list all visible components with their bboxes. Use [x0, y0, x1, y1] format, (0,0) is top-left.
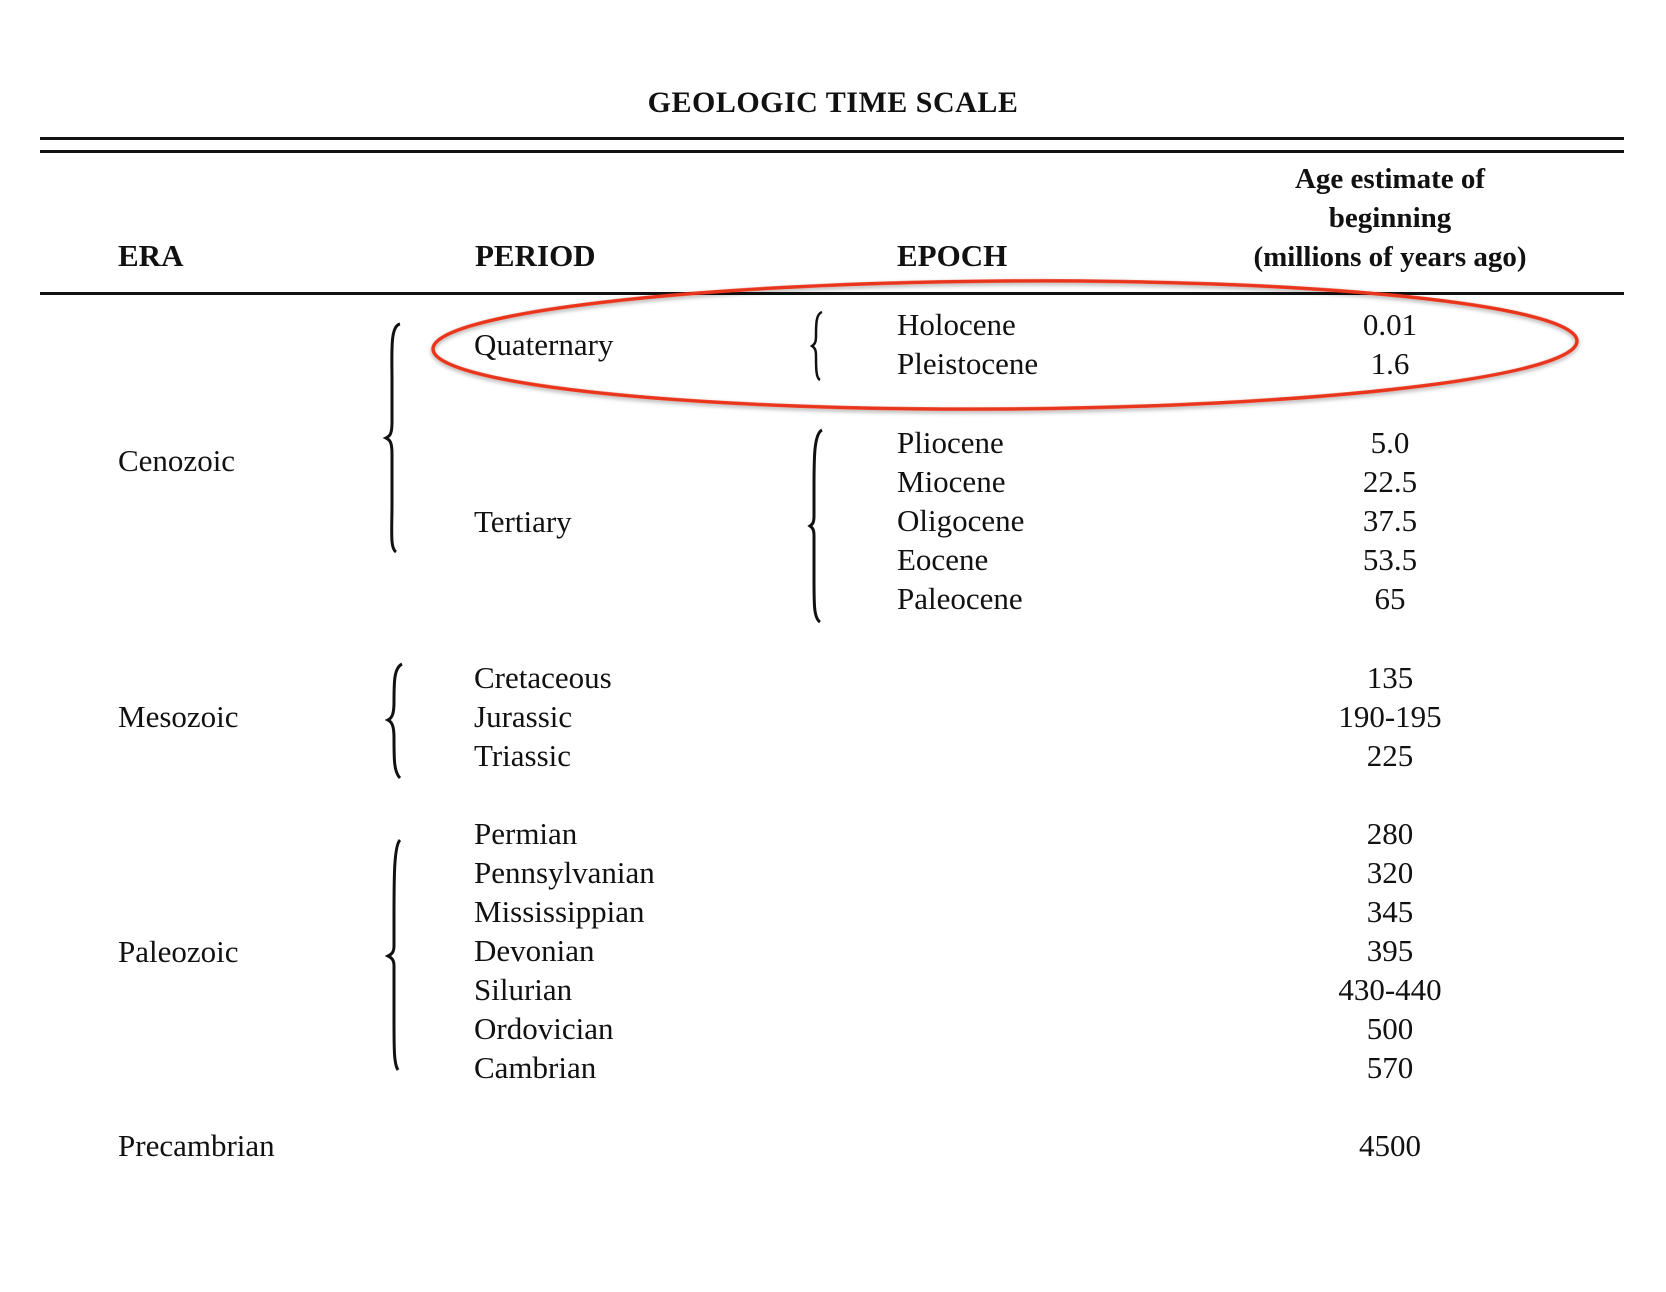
age-devonian: 395: [1366, 933, 1414, 968]
age-oligocene: 37.5: [1362, 503, 1418, 538]
age-miocene: 22.5: [1362, 464, 1418, 499]
header-age-line2: beginning: [1328, 202, 1452, 234]
era-cenozoic: Cenozoic: [118, 443, 236, 478]
age-cretaceous: 135: [1366, 660, 1414, 695]
epoch-pleistocene: Pleistocene: [897, 346, 1039, 381]
age-holocene: 0.01: [1362, 307, 1418, 342]
age-permian: 280: [1366, 816, 1414, 851]
age-silurian: 430-440: [1338, 972, 1442, 1007]
epoch-oligocene: Oligocene: [897, 503, 1025, 538]
age-pleistocene: 1.6: [1370, 346, 1410, 381]
age-mississippian: 345: [1366, 894, 1414, 929]
age-precambrian: 4500: [1359, 1128, 1421, 1163]
table-title: GEOLOGIC TIME SCALE: [647, 86, 1019, 119]
epoch-pliocene: Pliocene: [897, 425, 1004, 460]
period-cretaceous: Cretaceous: [474, 660, 612, 695]
era-precambrian: Precambrian: [118, 1128, 275, 1163]
period-cambrian: Cambrian: [474, 1050, 597, 1085]
age-eocene: 53.5: [1362, 542, 1418, 577]
period-ordovician: Ordovician: [474, 1011, 614, 1046]
age-ordovician: 500: [1366, 1011, 1414, 1046]
epoch-paleocene: Paleocene: [897, 581, 1023, 616]
age-jurassic: 190-195: [1338, 699, 1442, 734]
period-jurassic: Jurassic: [474, 699, 573, 734]
header-age-line1: Age estimate of: [1294, 163, 1486, 195]
epoch-holocene: Holocene: [897, 307, 1016, 342]
age-pliocene: 5.0: [1370, 425, 1410, 460]
age-cambrian: 570: [1366, 1050, 1414, 1085]
period-devonian: Devonian: [474, 933, 595, 968]
header-era: ERA: [118, 238, 184, 273]
period-triassic: Triassic: [474, 738, 572, 773]
period-pennsylvanian: Pennsylvanian: [474, 855, 655, 890]
age-paleocene: 65: [1374, 581, 1406, 616]
epoch-miocene: Miocene: [897, 464, 1006, 499]
age-triassic: 225: [1366, 738, 1414, 773]
era-mesozoic: Mesozoic: [118, 699, 239, 734]
period-quaternary: Quaternary: [474, 327, 614, 362]
period-tertiary: Tertiary: [474, 504, 572, 539]
period-silurian: Silurian: [474, 972, 573, 1007]
header-epoch: EPOCH: [897, 238, 1008, 273]
era-paleozoic: Paleozoic: [118, 934, 239, 969]
header-period: PERIOD: [475, 238, 596, 273]
period-permian: Permian: [474, 816, 578, 851]
age-pennsylvanian: 320: [1366, 855, 1414, 890]
epoch-eocene: Eocene: [897, 542, 989, 577]
period-mississippian: Mississippian: [474, 894, 645, 929]
header-age-line3: (millions of years ago): [1253, 241, 1527, 273]
